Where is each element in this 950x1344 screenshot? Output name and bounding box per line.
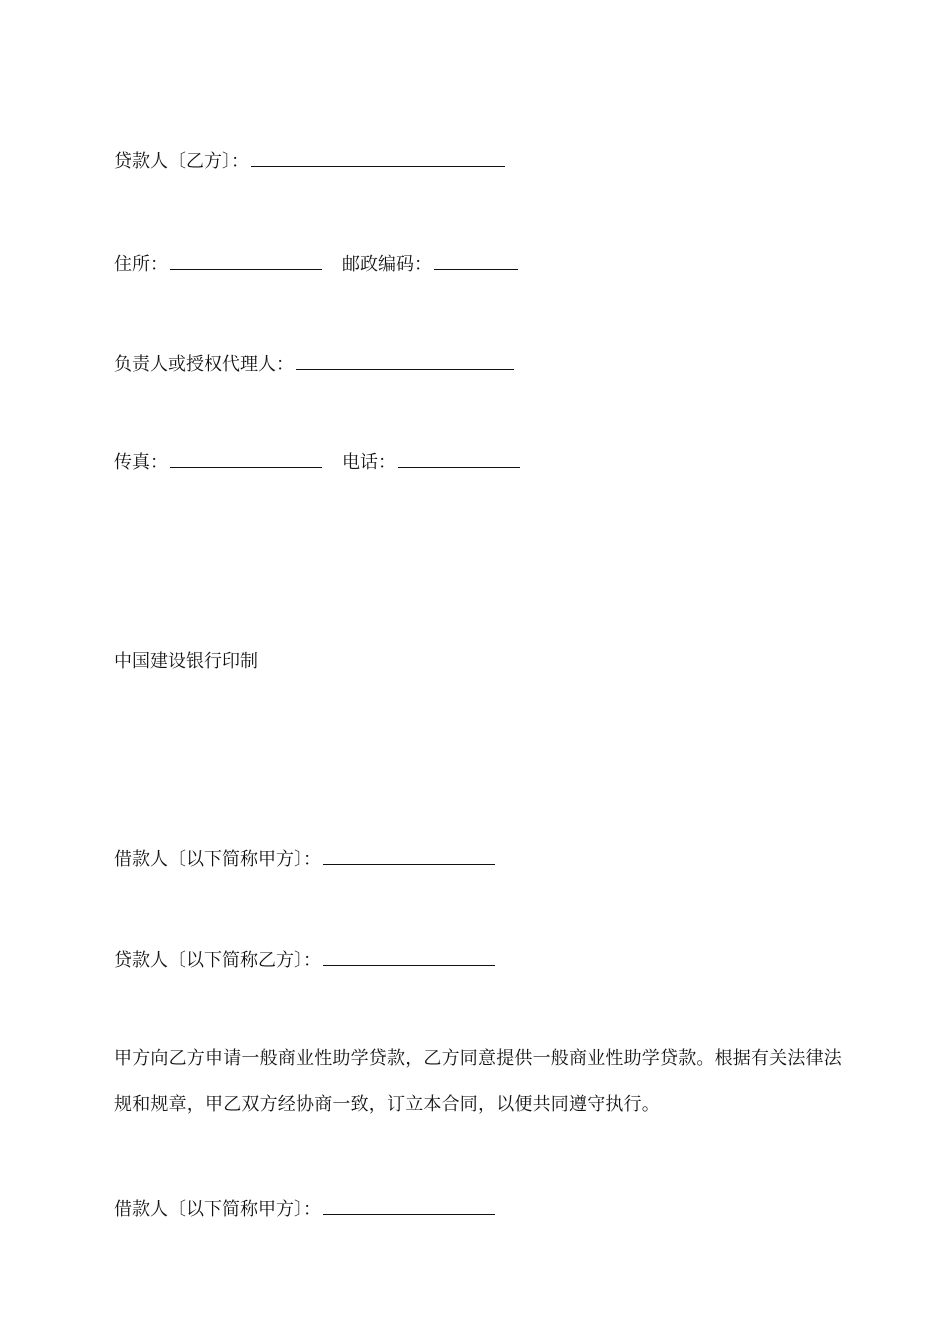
lender-label: 贷款人〔乙方〕： — [114, 151, 249, 172]
printer-text: 中国建设银行印制 — [114, 651, 258, 672]
contact-line — [114, 451, 520, 475]
borrower-label-1: 借款人〔以下简称甲方〕： — [114, 849, 321, 870]
printer-line — [114, 650, 258, 674]
address-label: 住所： — [114, 254, 168, 275]
borrower-blank-1[interactable] — [323, 850, 495, 865]
phone-blank[interactable] — [398, 453, 520, 468]
borrower-line-2 — [114, 1198, 495, 1222]
lender-b-blank[interactable] — [323, 951, 495, 966]
postcode-label: 邮政编码： — [342, 254, 432, 275]
representative-blank[interactable] — [296, 355, 514, 370]
fax-label: 传真： — [114, 452, 168, 473]
borrower-line-1 — [114, 848, 495, 872]
representative-line — [114, 353, 514, 377]
lender-line — [114, 150, 505, 174]
borrower-blank-2[interactable] — [323, 1200, 495, 1215]
representative-label: 负责人或授权代理人： — [114, 354, 294, 375]
lender-b-line — [114, 949, 495, 973]
address-blank[interactable] — [170, 255, 322, 270]
borrower-label-2: 借款人〔以下简称甲方〕： — [114, 1199, 321, 1220]
fax-blank[interactable] — [170, 453, 322, 468]
phone-label: 电话： — [342, 452, 396, 473]
body-paragraph: 甲方向乙方申请一般商业性助学贷款，乙方同意提供一般商业性助学贷款。根据有关法律法规和规章，甲乙双方经协商一致，订立本合同，以便共同遵守执行。 — [114, 1048, 842, 1115]
lender-blank[interactable] — [251, 152, 505, 167]
postcode-blank[interactable] — [434, 255, 518, 270]
address-line — [114, 253, 518, 277]
lender-b-label: 贷款人〔以下简称乙方〕： — [114, 950, 321, 971]
